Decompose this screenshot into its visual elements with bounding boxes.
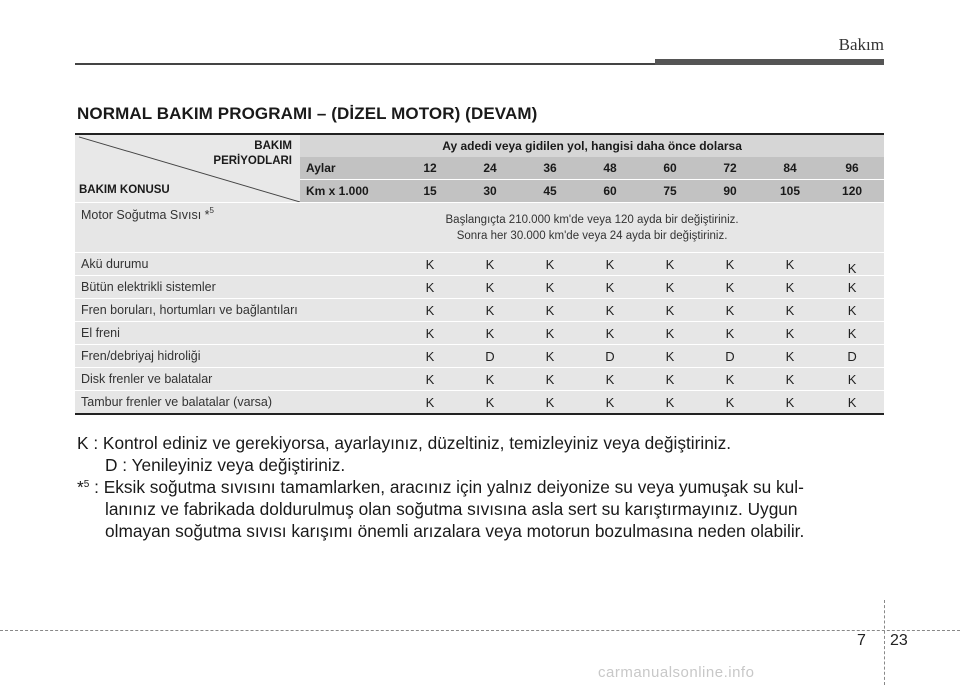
footnote-marker: * xyxy=(77,477,84,497)
row-value: K xyxy=(820,391,884,415)
row-value: K xyxy=(580,322,640,345)
footer-vertical-divider xyxy=(884,600,885,685)
row-value: K xyxy=(760,345,820,368)
km-cell: 45 xyxy=(520,180,580,203)
row-value: K xyxy=(820,299,884,322)
table-row xyxy=(75,391,884,415)
row-value: K xyxy=(520,299,580,322)
interval-header: Ay adedi veya gidilen yol, hangisi daha önce dolarsa xyxy=(300,134,884,157)
month-cell: 72 xyxy=(700,157,760,180)
row-value: D xyxy=(460,345,520,368)
footnote-5 xyxy=(77,476,804,498)
coolant-note-line-2: Sonra her 30.000 km'de veya 24 ayda bir değiştiriniz. xyxy=(456,229,728,242)
months-label: Aylar xyxy=(300,157,400,180)
row-value: K xyxy=(400,299,460,322)
corner-subject-label: BAKIM KONUSU xyxy=(79,184,170,196)
row-value: K xyxy=(760,276,820,299)
row-value: K xyxy=(760,322,820,345)
row-value: K xyxy=(700,276,760,299)
row-label: Fren/debriyaj hidroliği xyxy=(75,345,400,368)
row-value: K xyxy=(460,391,520,415)
row-value: D xyxy=(580,345,640,368)
row-value: K xyxy=(400,368,460,391)
row-value: K xyxy=(520,253,580,276)
km-cell: 30 xyxy=(460,180,520,203)
row-value: K xyxy=(460,322,520,345)
row-value: K xyxy=(640,345,700,368)
month-cell: 84 xyxy=(760,157,820,180)
row-value: K xyxy=(400,322,460,345)
row-value: K xyxy=(460,276,520,299)
row-value: K xyxy=(460,253,520,276)
row-value: K xyxy=(700,253,760,276)
table-corner-header xyxy=(75,134,300,203)
row-value: K xyxy=(760,253,820,276)
km-label: Km x 1.000 xyxy=(300,180,400,203)
row-value: K xyxy=(700,368,760,391)
coolant-label: Motor Soğutma Sıvısı * xyxy=(81,208,210,222)
footnote-line-2: lanınız ve fabrikada doldurulmuş olan soğutma sıvısına asla sert su karıştırmayınız. Uygun xyxy=(105,499,798,519)
month-cell: 48 xyxy=(580,157,640,180)
row-label: Bütün elektrikli sistemler xyxy=(75,276,400,299)
watermark: carmanualsonline.info xyxy=(598,664,755,681)
row-value: K xyxy=(460,299,520,322)
km-cell: 90 xyxy=(700,180,760,203)
row-label: Disk frenler ve balatalar xyxy=(75,368,400,391)
row-value: K xyxy=(580,391,640,415)
legend-notes xyxy=(77,432,804,542)
row-value: K xyxy=(400,253,460,276)
page-number: 23 xyxy=(890,632,908,649)
row-label: Fren boruları, hortumları ve bağlantıları xyxy=(75,299,400,322)
row-value: K xyxy=(640,391,700,415)
coolant-interval-note xyxy=(300,203,884,253)
row-value: K xyxy=(640,253,700,276)
row-value: K xyxy=(520,345,580,368)
row-value-text: K xyxy=(847,260,857,276)
corner-periods-label: BAKIM xyxy=(254,140,292,152)
coolant-footnote-ref: 5 xyxy=(209,206,214,215)
coolant-note-line-1: Başlangıçta 210.000 km'de veya 120 ayda bir değiştiriniz. xyxy=(445,213,739,226)
row-value: K xyxy=(460,368,520,391)
row-value: K xyxy=(580,276,640,299)
km-cell: 120 xyxy=(820,180,884,203)
row-value: D xyxy=(820,345,884,368)
row-value: K xyxy=(700,322,760,345)
row-value xyxy=(820,253,884,276)
page-title: NORMAL BAKIM PROGRAMI – (DİZEL MOTOR) (DEVAM) xyxy=(77,104,538,123)
row-value: K xyxy=(580,299,640,322)
table-row xyxy=(75,368,884,391)
row-value: K xyxy=(520,391,580,415)
row-value: D xyxy=(700,345,760,368)
month-cell: 36 xyxy=(520,157,580,180)
row-value: K xyxy=(640,299,700,322)
row-value: K xyxy=(400,345,460,368)
km-cell: 105 xyxy=(760,180,820,203)
row-label: El freni xyxy=(75,322,400,345)
corner-periods-label-2: PERİYODLARI xyxy=(213,155,292,167)
footnote-number: 5 xyxy=(83,479,90,490)
row-value: K xyxy=(580,253,640,276)
row-value: K xyxy=(820,368,884,391)
row-value: K xyxy=(640,276,700,299)
table-row xyxy=(75,203,884,253)
row-value: K xyxy=(760,368,820,391)
table-row xyxy=(75,322,884,345)
footnote-line-1: : Eksik soğutma sıvısını tamamlarken, aracınız için yalnız deiyonize su veya yumuşak su kul- xyxy=(89,477,804,497)
row-label: Akü durumu xyxy=(75,253,400,276)
row-value: K xyxy=(400,391,460,415)
section-header: Bakım xyxy=(838,35,884,54)
row-value: K xyxy=(700,391,760,415)
km-cell: 75 xyxy=(640,180,700,203)
row-value: K xyxy=(820,276,884,299)
row-value: K xyxy=(820,322,884,345)
row-value: K xyxy=(520,322,580,345)
legend-d: D : Yenileyiniz veya değiştiriniz. xyxy=(105,455,346,475)
row-value: K xyxy=(640,368,700,391)
km-cell: 15 xyxy=(400,180,460,203)
row-label xyxy=(75,203,300,253)
row-value: K xyxy=(400,276,460,299)
row-value: K xyxy=(700,299,760,322)
footer-divider xyxy=(0,630,960,631)
row-value: K xyxy=(760,299,820,322)
row-value: K xyxy=(520,276,580,299)
maintenance-schedule-table xyxy=(75,133,884,415)
row-value: K xyxy=(580,368,640,391)
row-value: K xyxy=(760,391,820,415)
row-value: K xyxy=(640,322,700,345)
header-rule xyxy=(75,63,655,65)
row-value: K xyxy=(520,368,580,391)
table-row xyxy=(75,345,884,368)
legend-k: K : Kontrol ediniz ve gerekiyorsa, ayarlayınız, düzeltiniz, temizleyiniz veya değiştiriniz. xyxy=(77,433,732,453)
month-cell: 24 xyxy=(460,157,520,180)
header-rule-accent xyxy=(655,59,884,65)
month-cell: 96 xyxy=(820,157,884,180)
footnote-line-3: olmayan soğutma sıvısı karışımı önemli arızalara veya motorun bozulmasına neden olabilir. xyxy=(105,521,805,541)
km-cell: 60 xyxy=(580,180,640,203)
month-cell: 12 xyxy=(400,157,460,180)
table-row xyxy=(75,253,884,276)
table-row xyxy=(75,276,884,299)
table-row xyxy=(75,299,884,322)
chapter-number: 7 xyxy=(857,632,866,649)
month-cell: 60 xyxy=(640,157,700,180)
row-label: Tambur frenler ve balatalar (varsa) xyxy=(75,391,400,415)
